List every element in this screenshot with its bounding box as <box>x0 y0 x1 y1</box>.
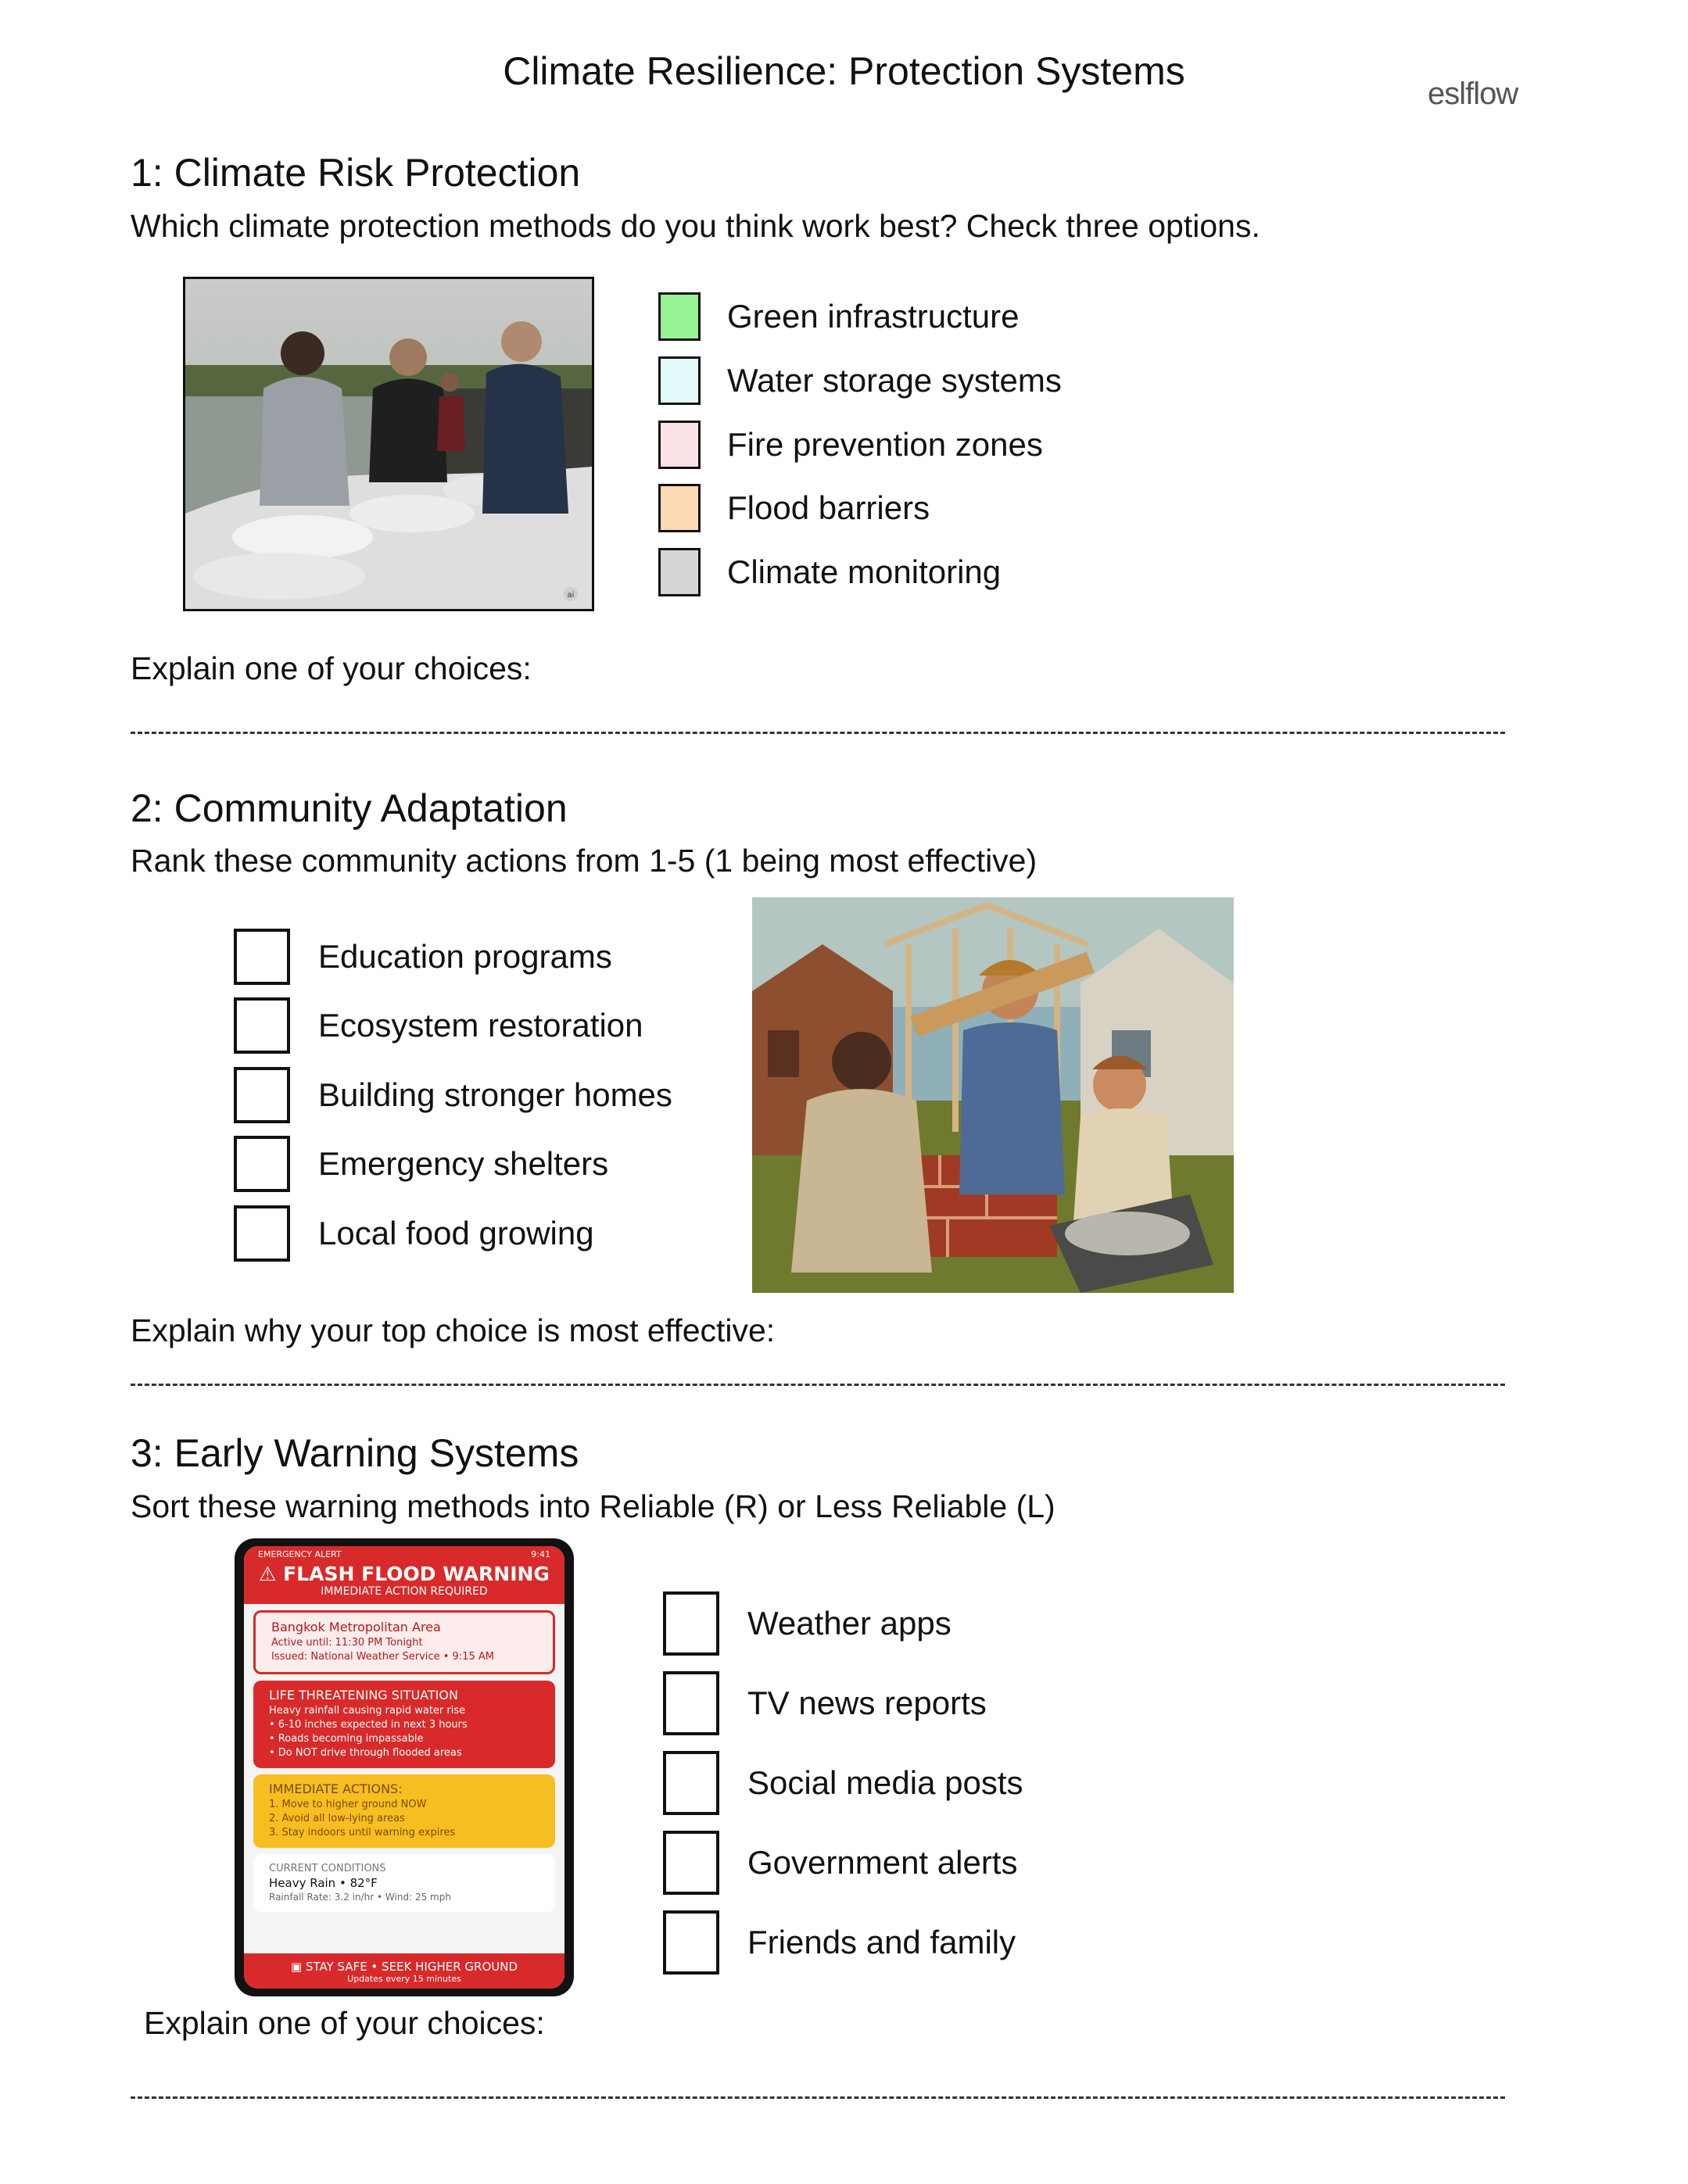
sort-row[interactable] <box>663 1591 952 1656</box>
section2-instruction: Rank these community actions from 1-5 (1 being most effective) <box>131 843 1038 879</box>
checkbox[interactable] <box>658 484 701 532</box>
shield-icon: ▣ <box>290 1960 303 1974</box>
warning-title: FLASH FLOOD WARNING <box>283 1563 550 1585</box>
option-label: Weather apps <box>747 1605 952 1642</box>
conditions-main: Heavy Rain • 82°F <box>269 1876 378 1890</box>
sort-row[interactable] <box>663 1751 1023 1815</box>
rank-row[interactable] <box>234 929 612 985</box>
action-line: 1. Move to higher ground NOW <box>269 1799 427 1810</box>
option-label: Education programs <box>318 938 612 975</box>
rank-row[interactable] <box>234 1205 594 1262</box>
section2-prompt: Explain why your top choice is most effective: <box>131 1312 776 1348</box>
rank-box[interactable] <box>234 929 290 985</box>
option-label: Green infrastructure <box>727 298 1020 335</box>
status-time: 9:41 <box>531 1549 550 1559</box>
life-line: • 6-10 inches expected in next 3 hours <box>269 1719 468 1731</box>
action-line: 2. Avoid all low-lying areas <box>269 1813 405 1824</box>
life-line: Heavy rainfall causing rapid water rise <box>269 1705 466 1717</box>
section1-prompt: Explain one of your choices: <box>131 650 532 686</box>
action-line: 3. Stay indoors until warning expires <box>269 1827 456 1838</box>
issued-by: Issued: National Weather Service • 9:15 AM <box>271 1651 494 1663</box>
warning-subtitle: IMMEDIATE ACTION REQUIRED <box>321 1585 488 1598</box>
option-label: Friends and family <box>747 1924 1016 1960</box>
phone-alert-illustration <box>235 1538 574 1996</box>
conditions-title: CURRENT CONDITIONS <box>269 1863 386 1874</box>
option-row[interactable] <box>658 484 930 532</box>
option-label: TV news reports <box>747 1685 987 1721</box>
sort-box[interactable] <box>663 1831 719 1895</box>
section1-instruction: Which climate protection methods do you think work best? Check three options. <box>131 208 1260 244</box>
section3-heading: 3: Early Warning Systems <box>131 1431 579 1475</box>
checkbox[interactable] <box>658 421 701 469</box>
footer-main: STAY SAFE • SEEK HIGHER GROUND <box>305 1960 518 1974</box>
option-label: Ecosystem restoration <box>318 1007 643 1044</box>
life-line: • Do NOT drive through flooded areas <box>269 1747 462 1759</box>
sort-box[interactable] <box>663 1751 719 1815</box>
answer-line[interactable] <box>131 1384 1505 1386</box>
life-threat-title: LIFE THREATENING SITUATION <box>269 1688 458 1702</box>
option-label: Emergency shelters <box>318 1145 609 1182</box>
option-label: Fire prevention zones <box>727 426 1043 463</box>
actions-title: IMMEDIATE ACTIONS: <box>269 1781 403 1796</box>
rank-row[interactable] <box>234 1136 608 1192</box>
footer-sub: Updates every 15 minutes <box>347 1974 461 1984</box>
area-name: Bangkok Metropolitan Area <box>271 1620 441 1634</box>
checkbox[interactable] <box>658 548 701 596</box>
warning-icon: ⚠ <box>259 1563 277 1585</box>
sandbag-volunteers-image <box>185 279 592 609</box>
section3-instruction: Sort these warning methods into Reliable (R) or Less Reliable (L) <box>131 1488 1055 1524</box>
life-threat-card <box>253 1681 555 1768</box>
checkbox[interactable] <box>658 356 701 405</box>
status-label: EMERGENCY ALERT <box>258 1549 342 1559</box>
option-row[interactable] <box>658 356 1062 405</box>
conditions-detail: Rainfall Rate: 3.2 in/hr • Wind: 25 mph <box>269 1892 451 1903</box>
checkbox[interactable] <box>658 292 701 341</box>
actions-card <box>253 1774 555 1848</box>
rank-box[interactable] <box>234 1136 290 1192</box>
sort-box[interactable] <box>663 1591 719 1656</box>
option-label: Social media posts <box>747 1764 1023 1801</box>
answer-line[interactable] <box>131 732 1505 734</box>
home-builders-image <box>752 897 1234 1293</box>
sort-box[interactable] <box>663 1671 719 1735</box>
rank-box[interactable] <box>234 1067 290 1123</box>
option-label: Water storage systems <box>727 362 1062 399</box>
section3-prompt: Explain one of your choices: <box>144 2005 545 2041</box>
option-row[interactable] <box>658 421 1043 469</box>
option-label: Building stronger homes <box>318 1076 672 1113</box>
conditions-card <box>253 1854 555 1912</box>
rank-box[interactable] <box>234 1205 290 1262</box>
phone-screen <box>244 1546 564 1989</box>
ai-badge: ai <box>567 591 575 600</box>
answer-line[interactable] <box>131 2096 1505 2099</box>
section1-heading: 1: Climate Risk Protection <box>131 151 581 195</box>
area-card <box>253 1610 555 1674</box>
option-row[interactable] <box>658 548 1001 596</box>
option-label: Local food growing <box>318 1215 594 1251</box>
sandbag-photo <box>183 277 594 611</box>
brand-logo-text: eslflow <box>1428 77 1518 111</box>
sort-row[interactable] <box>663 1910 1016 1975</box>
page-title: Climate Resilience: Protection Systems <box>503 49 1185 93</box>
rank-row[interactable] <box>234 1067 672 1123</box>
life-line: • Roads becoming impassable <box>269 1733 424 1745</box>
builders-illustration <box>752 897 1234 1293</box>
rank-row[interactable] <box>234 997 643 1054</box>
sort-row[interactable] <box>663 1671 987 1735</box>
option-label: Climate monitoring <box>727 553 1002 590</box>
option-label: Government alerts <box>747 1844 1018 1881</box>
sort-box[interactable] <box>663 1910 719 1975</box>
option-row[interactable] <box>658 292 1020 341</box>
option-label: Flood barriers <box>727 489 930 526</box>
section2-heading: 2: Community Adaptation <box>131 786 568 830</box>
alert-header <box>244 1546 564 1604</box>
alert-footer <box>244 1953 564 1989</box>
active-until: Active until: 11:30 PM Tonight <box>271 1637 423 1649</box>
sort-row[interactable] <box>663 1831 1017 1895</box>
rank-box[interactable] <box>234 997 290 1054</box>
